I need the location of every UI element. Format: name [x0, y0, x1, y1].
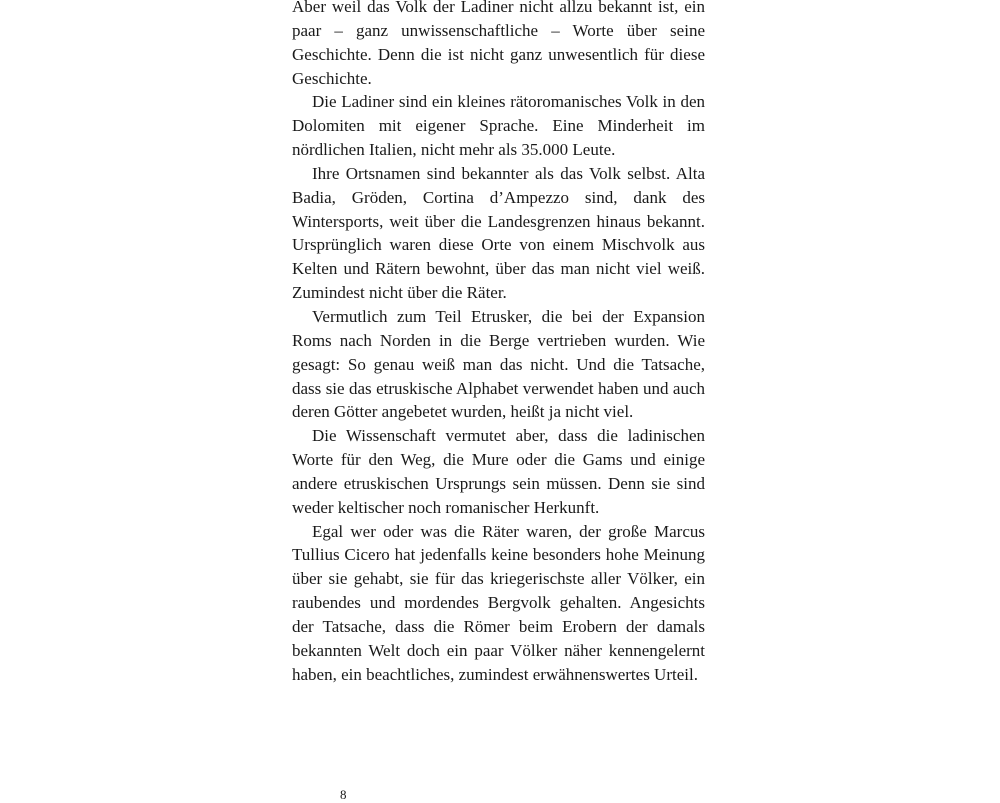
body-text	[292, 0, 705, 686]
paragraph-2: Die Ladiner sind ein kleines rätoromanisches Volk in den Dolomiten mit eigener Sprache. Eine Minderheit im nördlichen Italien, nicht mehr als 35.000 Leute.	[292, 92, 705, 160]
paragraph-5: Die Wissenschaft vermutet aber, dass die ladinischen Worte für den Weg, die Mure oder die Gams und einige andere etruskischen Ursprungs sein müssen. Denn sie sind weder keltischer noch romanischer Herkunft.	[292, 426, 705, 517]
page-number: 8	[340, 787, 347, 802]
paragraph-3: Ihre Ortsnamen sind bekannter als das Volk selbst. Alta Badia, Gröden, Cortina d’Ampezzo sind, dank des Wintersports, weit über die Landesgrenzen hinaus bekannt. Ursprünglich waren diese Orte von einem Mischvolk aus Kelten und Rätern bewohnt, über das man nicht viel weiß. Zumindest nicht über die Räter.	[292, 163, 705, 303]
paragraph-6: Egal wer oder was die Räter waren, der große Marcus Tullius Cicero hat jedenfalls keine besonders hohe Meinung über sie gehabt, sie für das kriegerischste aller Völker, ein raubendes und mordendes Bergvolk gehalten. Angesichts der Tatsache, dass die Römer beim Erobern der damals bekannten Welt doch ein paar Völker näher kennengelernt haben, ein beachtliches, zumindest erwähnenswertes Urteil.	[292, 521, 705, 684]
paragraph-1: Aber weil das Volk der Ladiner nicht allzu bekannt ist, ein paar – ganz unwissenschaftliche – Worte über seine Geschichte. Denn die ist nicht ganz unwesentlich für diese Geschichte.	[292, 0, 705, 88]
paragraph-4: Vermutlich zum Teil Etrusker, die bei der Expansion Roms nach Norden in die Berge vertrieben wurden. Wie gesagt: So genau weiß man das nicht. Und die Tatsache, dass sie das etruskische Alphabet verwendet haben und auch deren Götter angebetet wurden, heißt ja nicht viel.	[292, 306, 705, 422]
